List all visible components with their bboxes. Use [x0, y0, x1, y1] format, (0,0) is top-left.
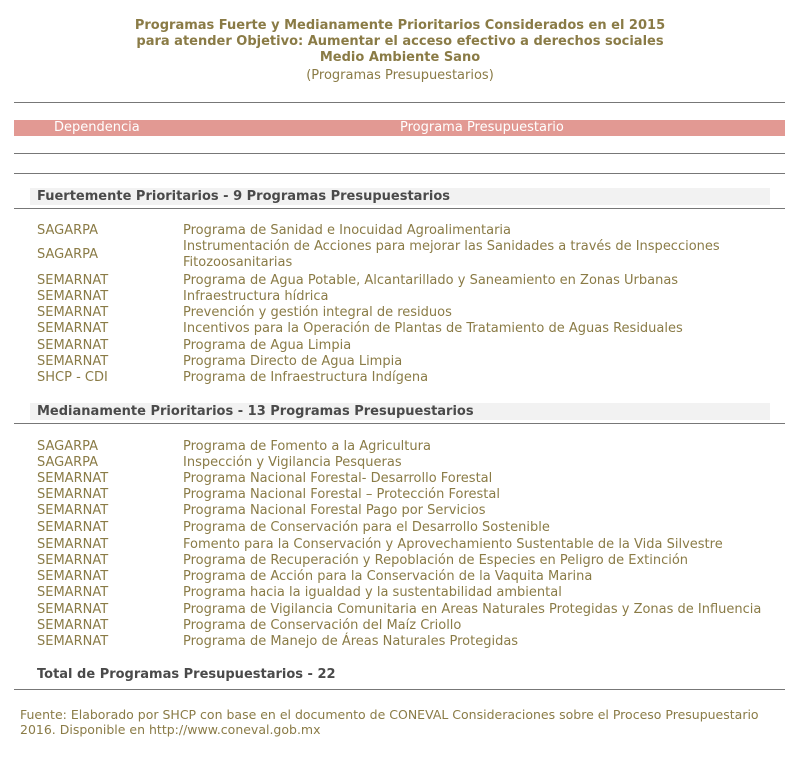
section-medianos-heading: Medianamente Prioritarios - 13 Programas Presupuestarios	[30, 403, 770, 420]
row-dependencia: SAGARPA	[37, 247, 99, 262]
row-dependencia: SEMARNAT	[37, 569, 109, 584]
row-programa: Programa de Agua Potable, Alcantarillado y Saneamiento en Zonas Urbanas	[183, 273, 679, 288]
header-programa: Programa Presupuestario	[400, 120, 564, 135]
row-programa: Programa Directo de Agua Limpia	[183, 354, 403, 369]
row-dependencia: SEMARNAT	[37, 585, 109, 600]
row-dependencia: SEMARNAT	[37, 289, 109, 304]
row-dependencia: SEMARNAT	[37, 503, 109, 518]
row-programa: Instrumentación de Acciones para mejorar las Sanidades a través de Inspecciones Fitozoosanitarias	[183, 239, 720, 270]
row-programa: Programa de Manejo de Áreas Naturales Protegidas	[183, 634, 519, 649]
row-programa: Programa de Recuperación y Repoblación de Especies en Peligro de Extinción	[183, 553, 689, 568]
row-programa: Programa de Conservación para el Desarrollo Sostenible	[183, 520, 550, 535]
row-programa: Programa Nacional Forestal – Protección Forestal	[183, 487, 500, 502]
row-programa: Programa de Agua Limpia	[183, 338, 352, 353]
row-programa: Programa de Sanidad e Inocuidad Agroalimentaria	[183, 223, 511, 238]
row-programa: Fomento para la Conservación y Aprovechamiento Sustentable de la Vida Silvestre	[183, 537, 723, 552]
subtitle: (Programas Presupuestarios)	[306, 68, 494, 83]
row-dependencia: SAGARPA	[37, 223, 99, 238]
row-dependencia: SHCP - CDI	[37, 370, 108, 385]
row-programa: Programa de Infraestructura Indígena	[183, 370, 429, 385]
title-line-1: Programas Fuerte y Medianamente Prioritarios Considerados en el 2015	[134, 18, 666, 33]
table-header	[14, 120, 785, 136]
row-dependencia: SAGARPA	[37, 439, 99, 454]
title-line-3: Medio Ambiente Sano	[319, 50, 481, 65]
title-line-2: para atender Objetivo: Aumentar el acceso efectivo a derechos sociales	[136, 34, 664, 49]
row-dependencia: SEMARNAT	[37, 520, 109, 535]
row-programa: Infraestructura hídrica	[183, 289, 329, 304]
row-programa: Programa de Conservación del Maíz Criollo	[183, 618, 462, 633]
row-programa: Programa Nacional Forestal Pago por Servicios	[183, 503, 486, 518]
source-note	[20, 707, 780, 737]
row-dependencia: SEMARNAT	[37, 618, 109, 633]
divider	[14, 173, 785, 174]
section-fuertes-heading: Fuertemente Prioritarios - 9 Programas Presupuestarios	[30, 188, 770, 205]
row-dependencia: SEMARNAT	[37, 321, 109, 336]
row-programa: Programa de Acción para la Conservación de la Vaquita Marina	[183, 569, 593, 584]
row-dependencia: SEMARNAT	[37, 602, 109, 617]
divider	[14, 102, 785, 103]
row-programa: Programa Nacional Forestal- Desarrollo Forestal	[183, 471, 493, 486]
divider	[14, 153, 785, 154]
row-dependencia: SEMARNAT	[37, 354, 109, 369]
row-programa: Programa de Fomento a la Agricultura	[183, 439, 431, 454]
row-programa: Programa hacia la igualdad y la sustentabilidad ambiental	[183, 585, 562, 600]
row-programa: Prevención y gestión integral de residuos	[183, 305, 452, 320]
row-dependencia: SEMARNAT	[37, 634, 109, 649]
row-dependencia: SEMARNAT	[37, 553, 109, 568]
row-dependencia: SEMARNAT	[37, 338, 109, 353]
source-line-1: Fuente: Elaborado por SHCP con base en el documento de CONEVAL Consideraciones sobre el Proceso Presupuestario	[20, 707, 759, 722]
row-dependencia: SAGARPA	[37, 455, 99, 470]
divider	[14, 689, 785, 690]
header-dependencia: Dependencia	[54, 120, 140, 135]
row-dependencia: SEMARNAT	[37, 537, 109, 552]
divider	[14, 208, 785, 209]
row-dependencia: SEMARNAT	[37, 305, 109, 320]
row-dependencia: SEMARNAT	[37, 487, 109, 502]
row-dependencia: SEMARNAT	[37, 471, 109, 486]
row-programa: Incentivos para la Operación de Plantas de Tratamiento de Aguas Residuales	[183, 321, 683, 336]
row-programa: Programa de Vigilancia Comunitaria en Areas Naturales Protegidas y Zonas de Influencia	[183, 602, 762, 617]
row-programa: Inspección y Vigilancia Pesqueras	[183, 455, 402, 470]
row-dependencia: SEMARNAT	[37, 273, 109, 288]
total-programs: Total de Programas Presupuestarios - 22	[37, 667, 336, 682]
divider	[14, 423, 785, 424]
source-line-2: 2016. Disponible en http://www.coneval.gob.mx	[20, 722, 321, 737]
